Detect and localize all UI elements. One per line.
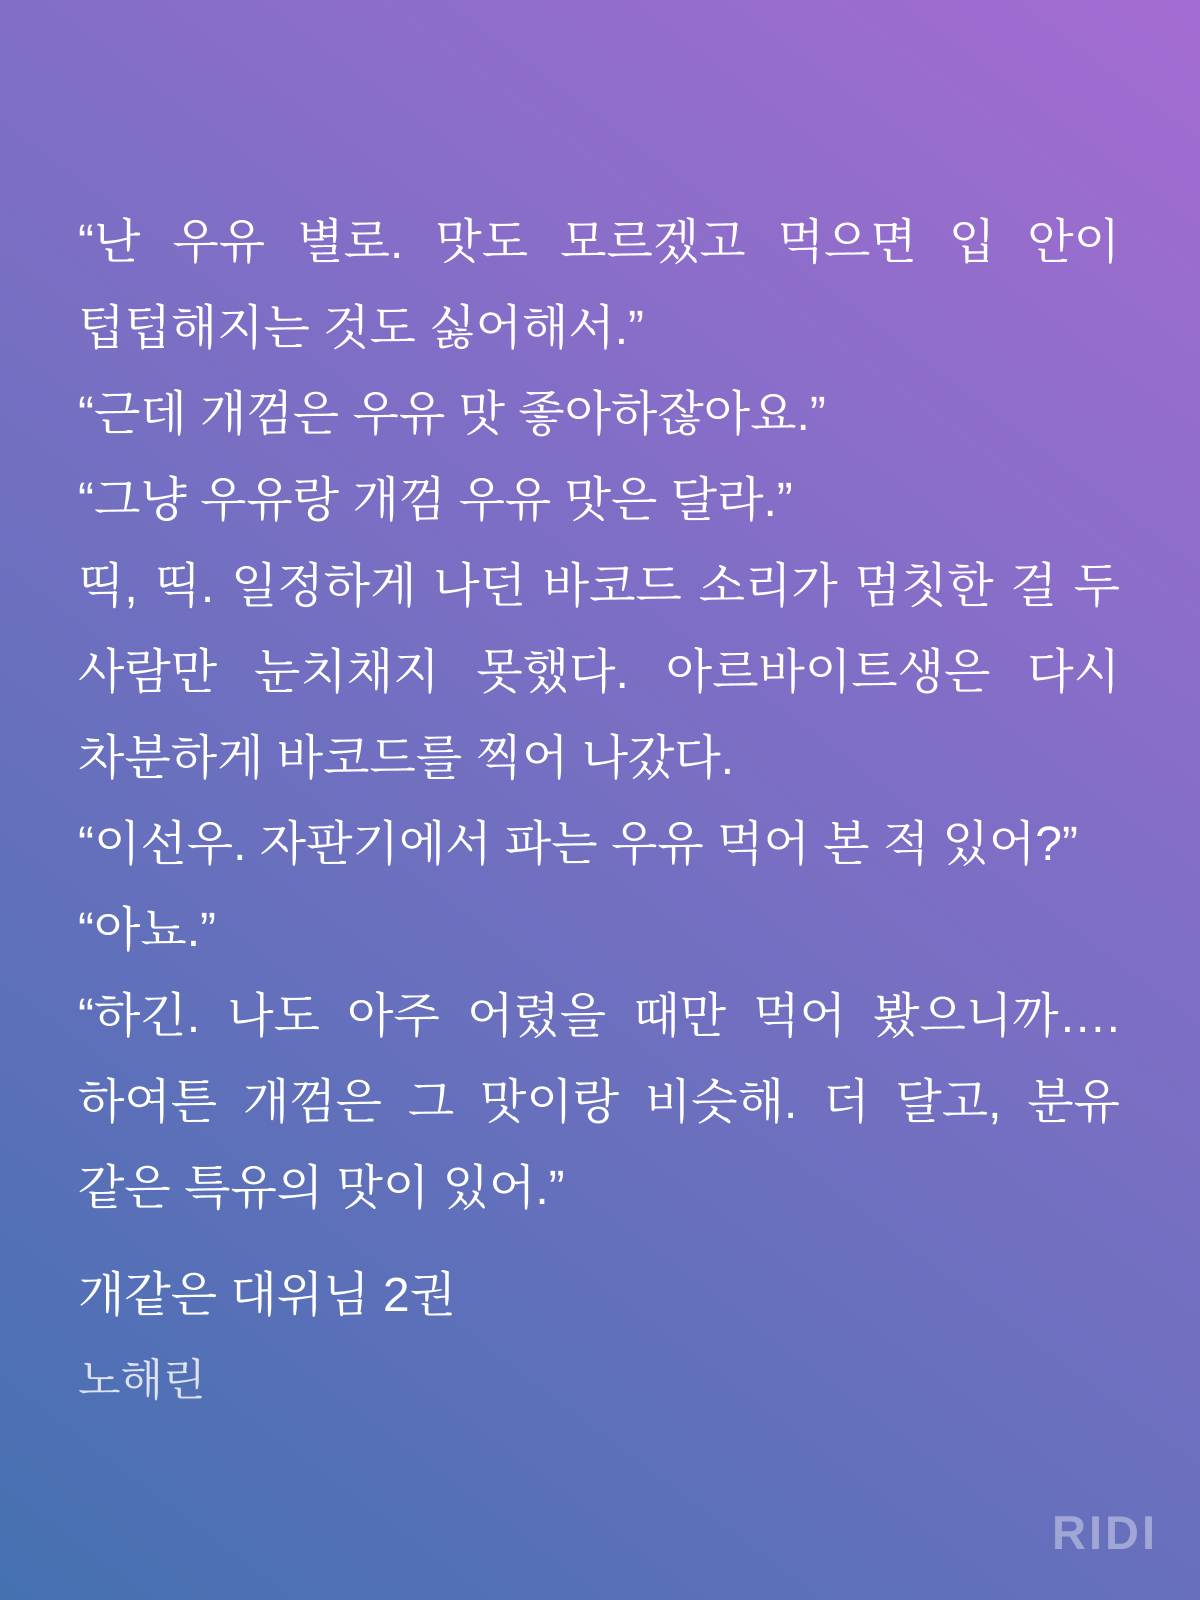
quote-paragraph: 띡, 띡. 일정하게 나던 바코드 소리가 멈칫한 걸 두 사람만 눈치채지 못했다. 아르바이트생은 다시 차분하게 바코드를 찍어 나갔다. xyxy=(78,560,1120,785)
book-author: 노해린 xyxy=(78,1356,206,1405)
quote-paragraph: “이선우. 자판기에서 파는 우유 먹어 본 적 있어?” xyxy=(78,818,1078,871)
quote-paragraph: “그냥 우유랑 개껌 우유 맛은 달라.” xyxy=(78,474,793,527)
quote-text-block xyxy=(78,200,1120,1232)
quote-paragraph: “하긴. 나도 아주 어렸을 때만 먹어 봤으니까…. 하여튼 개껌은 그 맛이랑 비슷해. 더 달고, 분유 같은 특유의 맛이 있어.” xyxy=(78,990,1120,1215)
quote-paragraph: “난 우유 별로. 맛도 모르겠고 먹으면 입 안이 텁텁해지는 것도 싫어해서.” xyxy=(78,216,1120,355)
quote-paragraph: “근데 개껌은 우유 맛 좋아하잖아요.” xyxy=(78,388,826,441)
book-info xyxy=(78,1260,1120,1417)
ridi-logo: RIDI xyxy=(1052,1506,1158,1559)
book-title: 개같은 대위님 2권 xyxy=(78,1269,456,1322)
quote-paragraph: “아뇨.” xyxy=(78,904,217,957)
